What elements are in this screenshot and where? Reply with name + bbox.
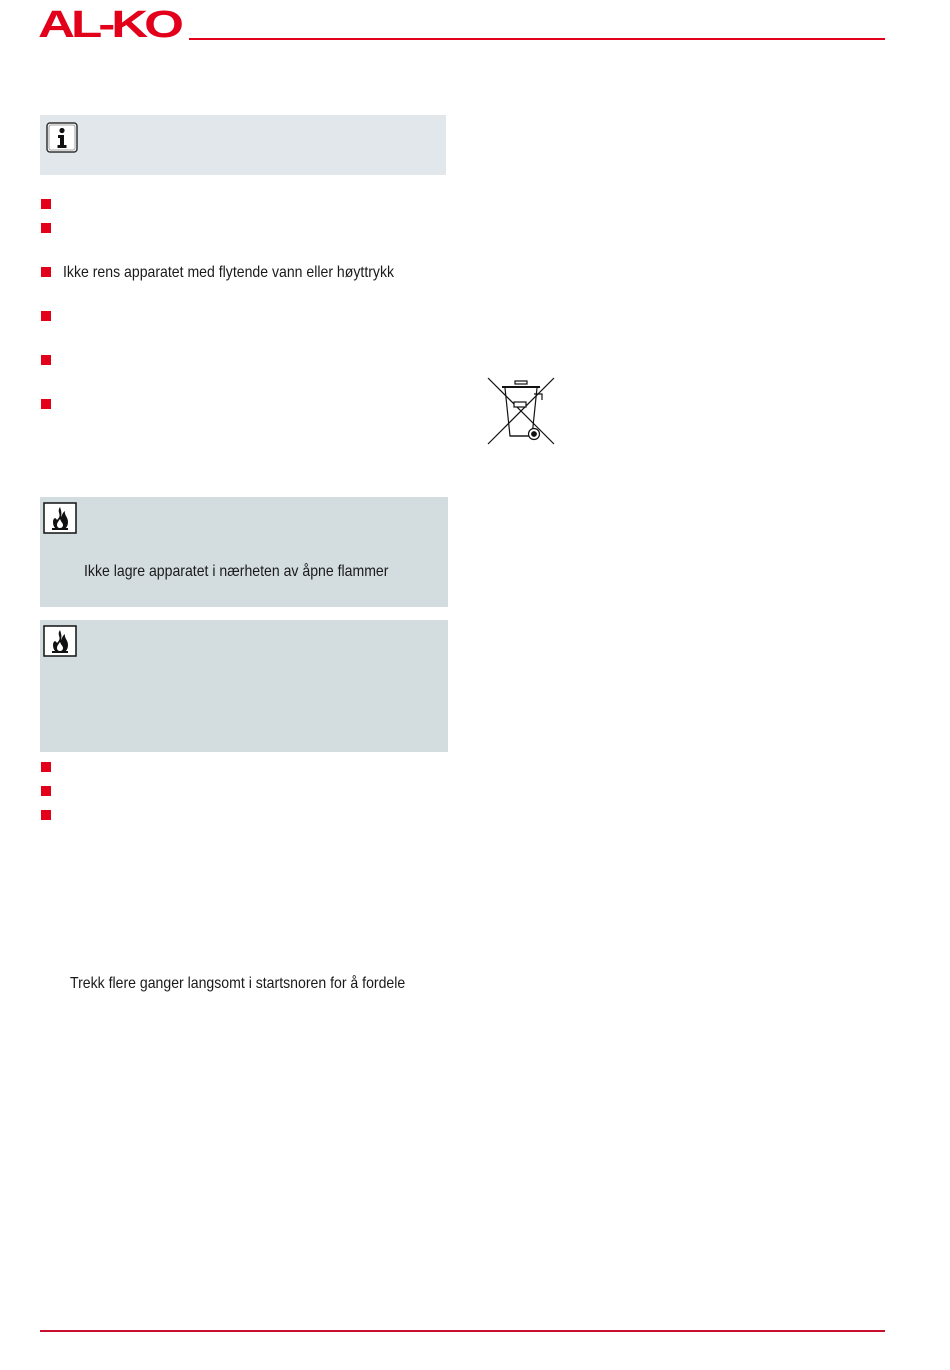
warning-box-storage	[40, 497, 448, 607]
info-note-box	[40, 115, 446, 175]
warning-text-flames: Ikke lagre apparatet i nærheten av åpne flammer	[84, 563, 389, 580]
brand-logo	[38, 6, 182, 42]
flammable-icon	[43, 625, 77, 657]
footer-rule	[40, 1330, 885, 1332]
bullet-marker	[41, 399, 51, 409]
info-icon	[46, 122, 78, 153]
bullet-marker	[41, 355, 51, 365]
instruction-pull-cord: Trekk flere ganger langsomt i startsnoren for å fordele	[70, 975, 406, 992]
bullet-text-cleaning: Ikke rens apparatet med flytende vann eller høyttrykk	[63, 264, 395, 281]
bullet-marker	[41, 786, 51, 796]
svg-text:AL-KO: AL-KO	[38, 6, 182, 42]
al-ko-logo-icon	[38, 6, 182, 42]
bullet-marker	[41, 267, 51, 277]
bullet-marker	[41, 762, 51, 772]
header-rule	[189, 38, 885, 40]
bullet-marker	[41, 810, 51, 820]
crossed-out-wheelie-bin-icon	[486, 376, 556, 446]
warning-box-fuel	[40, 620, 448, 752]
bullet-marker	[41, 199, 51, 209]
bullet-marker	[41, 223, 51, 233]
bullet-marker	[41, 311, 51, 321]
flammable-icon	[43, 502, 77, 534]
